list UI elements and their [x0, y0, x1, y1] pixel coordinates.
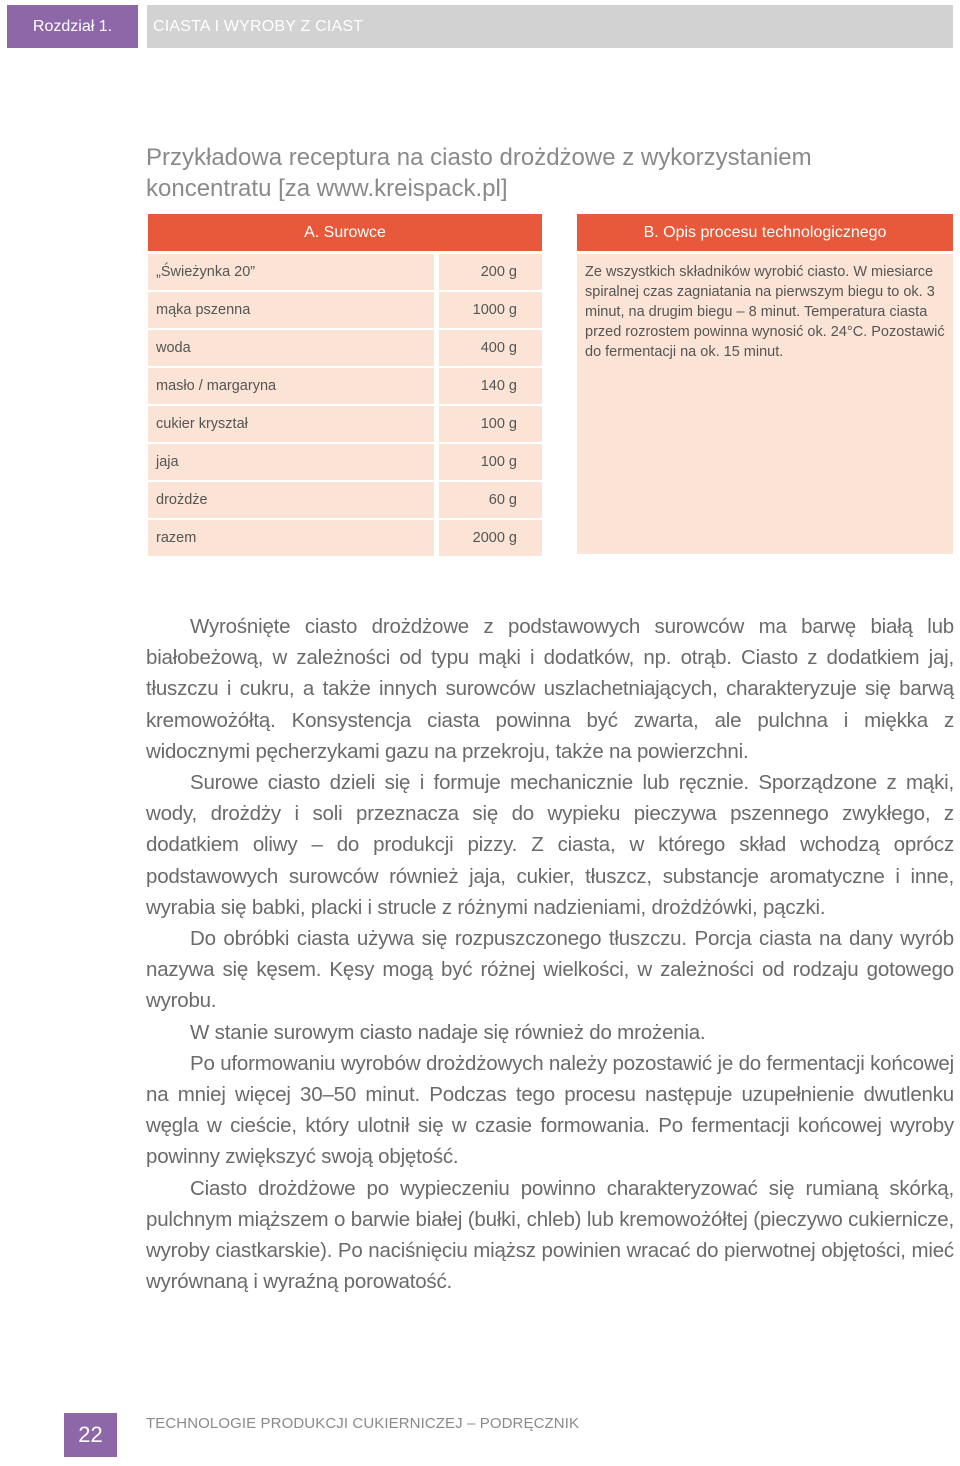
recipe-title: Przykładowa receptura na ciasto drożdżowe z wykorzystaniem koncentratu [za www.kreispack.pl] — [146, 144, 812, 202]
ingredient-name: drożdże — [148, 482, 434, 518]
ingredient-row — [148, 368, 542, 404]
ingredients-table — [148, 254, 542, 558]
paragraph: Po uformowaniu wyrobów drożdżowych należy pozostawić je do fermentacji końcowej na mniej więcej 30–50 minut. Podczas tego procesu następuje uzupełnienie dwutlenku węgla w cieście, który ulotnił się w czasie formowania. Po fermentacji końcowej wyroby powinny zwiększyć swoją objętość. — [146, 1051, 954, 1169]
ingredient-name: „Świeżynka 20” — [148, 254, 434, 290]
ingredient-row — [148, 482, 542, 518]
body-text — [146, 611, 954, 1297]
paragraph: Do obróbki ciasta używa się rozpuszczonego tłuszczu. Porcja ciasta na dany wyrób nazywa się kęsem. Kęsy mogą być różnej wielkości, w zależności od rodzaju gotowego wyrobu. — [146, 927, 954, 1013]
process-description: Ze wszystkich składników wyrobić ciasto. W miesiarce spiralnej czas zagniatania na pierwszym biegu to ok. 3 minut, na drugim biegu – 8 minut. Temperatura ciasta przed rozrostem powinna wynosić ok. 24°C. Pozostawić do fermentacji na ok. 15 minut. — [577, 254, 953, 554]
ingredient-qty: 2000 g — [439, 520, 542, 556]
ingredient-row-total — [148, 520, 542, 556]
ingredient-name: mąka pszenna — [148, 292, 434, 328]
ingredient-name: woda — [148, 330, 434, 366]
paragraph: Wyrośnięte ciasto drożdżowe z podstawowych surowców ma barwę białą lub białobeżową, w zależności od typu mąki i dodatków, np. otrąb. Ciasto z dodatkiem jaj, tłuszczu i cukru, a także innych surowców uszlachetniających, charakteryzuje się barwą kremowożółtą. Konsystencja ciasta powinna być zwarta, ale pulchna i miękka z widocznymi pęcherzykami gazu na przekroju, także na powierzchni. — [146, 615, 954, 763]
ingredient-qty: 200 g — [439, 254, 542, 290]
paragraph: Ciasto drożdżowe po wypieczeniu powinno charakteryzować się rumianą skórką, pulchnym miąższem o barwie białej (bułki, chleb) lub kremowożółtej (pieczywo cukiernicze, wyroby ciastkarskie). Po naciśnięciu miąższ powinien wracać do pierwotnej objętości, mieć wyrównaną i wyraźną porowatość. — [146, 1176, 954, 1294]
raw-materials-header: A. Surowce — [148, 214, 542, 251]
ingredient-name: masło / margaryna — [148, 368, 434, 404]
ingredient-qty: 100 g — [439, 444, 542, 480]
ingredient-qty: 100 g — [439, 406, 542, 442]
ingredient-name: cukier kryształ — [148, 406, 434, 442]
section-title-bar: CIASTA I WYROBY Z CIAST — [147, 5, 953, 48]
footer-book-title: TECHNOLOGIE PRODUKCJI CUKIERNICZEJ – PODRĘCZNIK — [146, 1415, 580, 1432]
ingredient-qty: 140 g — [439, 368, 542, 404]
ingredient-row — [148, 330, 542, 366]
process-header: B. Opis procesu technologicznego — [577, 214, 953, 251]
ingredient-row — [148, 444, 542, 480]
ingredient-name: jaja — [148, 444, 434, 480]
paragraph: Surowe ciasto dzieli się i formuje mechanicznie lub ręcznie. Sporządzone z mąki, wody, drożdży i soli przeznacza się do wypieku pieczywa pszennego zwykłego, z dodatkiem oliwy – do produkcji pizzy. Z ciasta, w którego skład wchodzą oprócz podstawowych surowców również jaja, cukier, tłuszcz, substancje aromatyczne i inne, wyrabia się babki, placki i strucle z różnymi nadzieniami, drożdżówki, pączki. — [146, 771, 954, 919]
ingredient-row — [148, 292, 542, 328]
ingredient-row — [148, 406, 542, 442]
ingredient-qty: 400 g — [439, 330, 542, 366]
page-number: 22 — [64, 1413, 117, 1457]
chapter-tab: Rozdział 1. — [7, 5, 138, 48]
ingredient-qty: 1000 g — [439, 292, 542, 328]
ingredient-row — [148, 254, 542, 290]
ingredient-qty: 60 g — [439, 482, 542, 518]
paragraph: W stanie surowym ciasto nadaje się również do mrożenia. — [190, 1020, 706, 1044]
ingredient-name: razem — [148, 520, 434, 556]
